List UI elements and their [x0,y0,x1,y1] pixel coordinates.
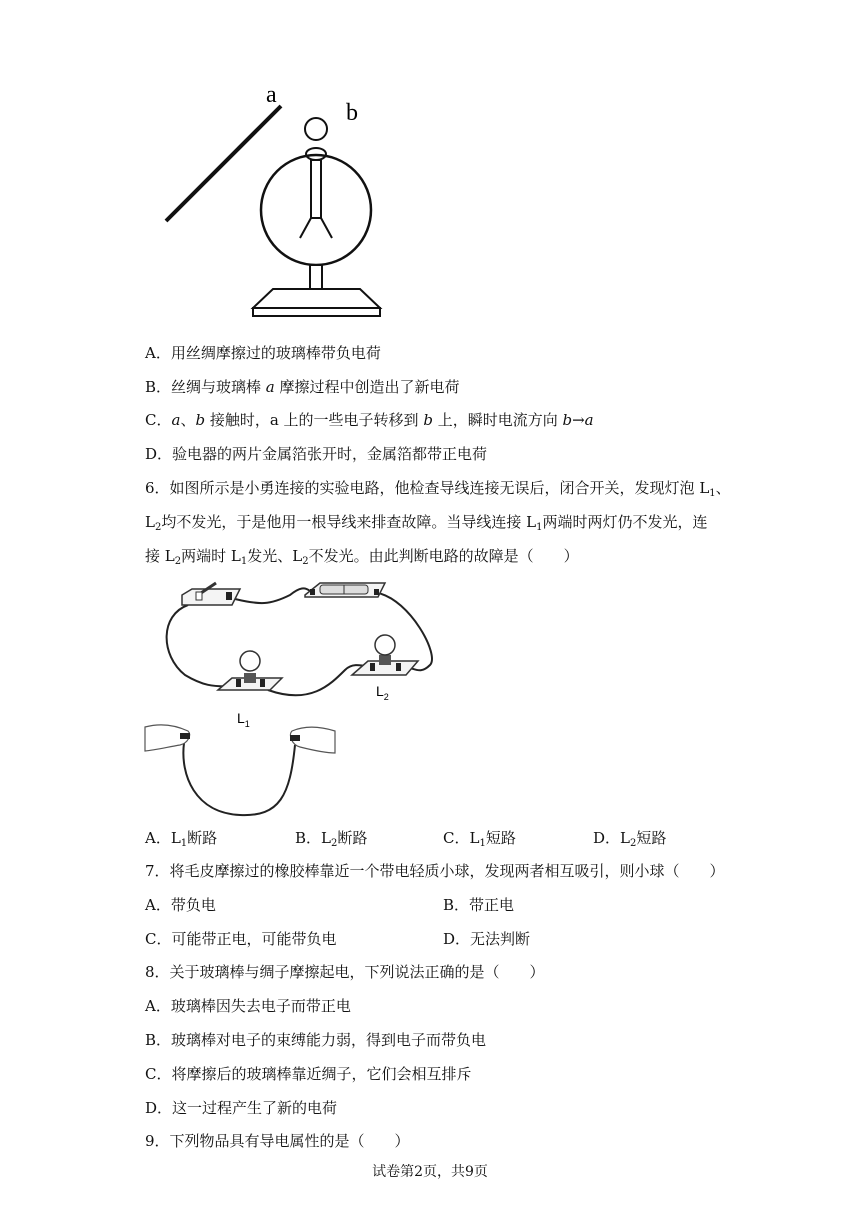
test-wire [183,743,295,815]
electroscope-post [310,265,322,289]
electroscope-base [253,289,380,308]
q7-option-d: D．无法判断 [443,930,531,948]
right-clip [290,735,300,741]
q7-option-a: A．带负电 [145,896,216,914]
q8-option-d: D．这一过程产生了新的电荷 [145,1099,338,1117]
q6-option-c: C．$L_1$短路 [443,829,516,849]
q6-stem-line3: 接 $L_2$两端时 $L_1$发光、$L_2$不发光。由此判断电路的故障是（ ） [145,547,579,567]
lamp-l1-terminal-right [260,679,265,687]
lamp-l2-terminal-left [370,663,375,671]
lamp-l1-bulb [240,651,260,671]
page-footer: 试卷第2页，共9页 [372,1164,488,1180]
battery-terminal-pos [310,589,315,595]
q7-option-b: B．带正电 [443,896,515,914]
q8-option-c: C．将摩擦后的玻璃棒靠近绸子，它们会相互排斥 [145,1065,472,1083]
wire-switch-to-l1 [167,605,240,687]
q7-option-c: C．可能带正电，可能带负电 [145,930,337,948]
left-clip [180,733,190,739]
switch-terminal-right [226,592,232,600]
electroscope-knob [305,118,327,140]
electroscope-figure [150,80,390,320]
lamp-l1-socket [244,673,256,683]
rod-a [166,106,281,221]
q9-stem: 9．下列物品具有导电属性的是（ ） [145,1132,410,1150]
label-a: a [266,82,277,108]
switch-terminal-left [196,592,202,600]
electroscope-base-plate [253,308,380,316]
q6-option-a: A．$L_1$断路 [145,829,218,849]
lamp-l2-bulb [375,635,395,655]
lamp-l2-socket [379,655,391,665]
q6-option-d: D．$L_2$短路 [593,829,667,849]
q5-option-d: D．验电器的两片金属箔张开时，金属箔都带正电荷 [145,445,488,463]
q5-option-b: B．丝绸与玻璃棒 a 摩擦过程中创造出了新电荷 [145,378,460,396]
wire-l1-to-l2 [268,665,372,695]
circuit-figure [140,575,440,825]
q6-stem-line1: 6．如图所示是小勇连接的实验电路，他检查导线连接无误后，闭合开关，发现灯泡 $L_1$、 [145,479,731,499]
q7-stem: 7．将毛皮摩擦过的橡胶棒靠近一个带电轻质小球，发现两者相互吸引，则小球（ ） [145,862,725,880]
q5-option-a: A．用丝绸摩擦过的玻璃棒带负电荷 [145,344,381,362]
lamp-l2-label: $L_2$ [376,683,389,702]
lamp-l1-label: $L_1$ [237,710,250,729]
q5-option-c: C．a、b 接触时，a 上的一些电子转移到 b 上，瞬时电流方向 b→a [145,411,594,429]
electroscope-leaves [300,218,332,238]
label-b: b [346,100,358,126]
lamp-l1-terminal-left [236,679,241,687]
q6-option-b: B．$L_2$断路 [295,829,368,849]
q8-option-a: A．玻璃棒因失去电子而带正电 [145,997,351,1015]
q8-option-b: B．玻璃棒对电子的束缚能力弱，得到电子而带负电 [145,1031,487,1049]
wire-switch-to-battery [235,588,310,603]
q8-stem: 8．关于玻璃棒与绸子摩擦起电，下列说法正确的是（ ） [145,963,545,981]
lamp-l2-terminal-right [396,663,401,671]
electroscope-stem [311,160,321,218]
q6-stem-line2: $L_2$均不发光，于是他用一根导线来排查故障。当导线连接 $L_1$两端时两灯仍不发光，连 [145,513,708,533]
battery-terminal-neg [374,589,379,595]
